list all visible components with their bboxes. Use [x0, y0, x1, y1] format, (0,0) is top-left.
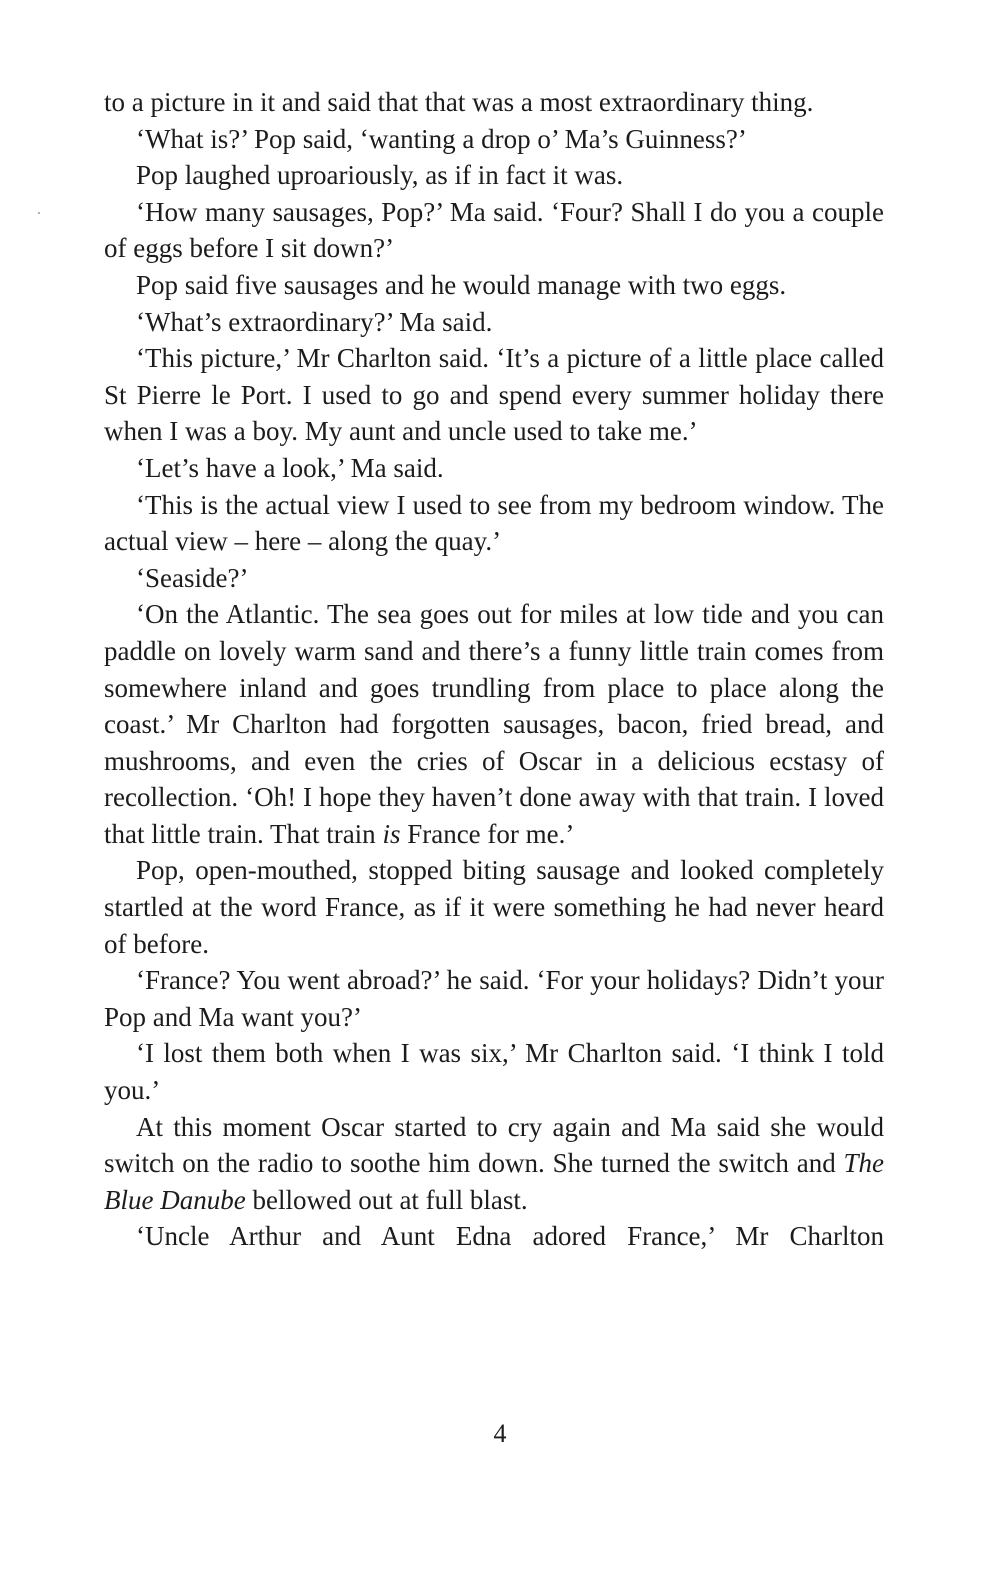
paragraph [104, 1218, 884, 1255]
paragraph-text: At this moment Oscar started to cry again and Ma said she would switch on the radio to soothe him down. She turned the switch and [104, 1111, 884, 1179]
paragraph [104, 304, 884, 341]
paragraph-text: France for me.’ [400, 818, 575, 849]
paragraph-text: ‘This picture,’ Mr Charlton said. ‘It’s a picture of a little place called St Pierre le Port. I used to go and spend every summer holiday there when I was a boy. My aunt and uncle used to take me.’ [104, 343, 884, 447]
paragraph-text: Pop said five sausages and he would manage with two eggs. [136, 269, 787, 300]
paragraph [104, 1035, 884, 1108]
paragraph [104, 121, 884, 158]
paper-speck [38, 212, 40, 214]
paragraph-text: ‘What is?’ Pop said, ‘wanting a drop o’ Ma’s Guinness?’ [136, 123, 747, 154]
paragraph-text: ‘France? You went abroad?’ he said. ‘For your holidays? Didn’t your Pop and Ma want you?’ [104, 965, 884, 1032]
paragraph [104, 487, 884, 560]
paragraph-text: ‘On the Atlantic. The sea goes out for miles at low tide and you can paddle on lovely warm sand and there’s a funny little train comes from somewhere inland and goes trundling from place to place along the coast.’ Mr Charlton had forgotten sausages, bacon, fried bread, and mushrooms, and even the cries of Oscar in a delicious ecstasy of recollection. ‘Oh! I hope they haven’t done away with that train. I loved that little train. That train [104, 599, 884, 849]
paragraph [104, 852, 884, 962]
paragraph [104, 450, 884, 487]
paragraph [104, 1109, 884, 1219]
page-number: 4 [493, 1419, 507, 1448]
paragraph-text: ‘This is the actual view I used to see from my bedroom window. The actual view – here – along the quay.’ [104, 489, 884, 557]
paragraph-text: Pop laughed uproariously, as if in fact it was. [136, 160, 624, 191]
paragraph [104, 194, 884, 267]
paragraph [104, 560, 884, 597]
italic-emphasis: is [382, 818, 401, 849]
italic-title: The Blue Danube [104, 1148, 884, 1215]
paragraph-text: ‘Uncle Arthur and Aunt Edna adored France,’ Mr Charlton [136, 1221, 884, 1252]
paragraph [104, 267, 884, 304]
paragraph [104, 596, 884, 852]
paragraph-text: Pop, open-mouthed, stopped biting sausage and looked completely startled at the word France, as if it were something he had never heard of before. [104, 855, 884, 959]
paragraph-text: ‘I lost them both when I was six,’ Mr Charlton said. ‘I think I told you.’ [104, 1038, 884, 1106]
paragraph-text: to a picture in it and said that that was a most extraordinary thing. [104, 87, 814, 117]
paragraph-text: ‘Seaside?’ [136, 562, 249, 593]
paragraph [104, 157, 884, 194]
body-text [104, 84, 884, 1255]
paragraph-text: ‘What’s extraordinary?’ Ma said. [136, 306, 493, 337]
paragraph [104, 84, 884, 121]
paragraph [104, 340, 884, 450]
paragraph [104, 962, 884, 1035]
paragraph-text: bellowed out at full blast. [245, 1184, 528, 1215]
paragraph-text: ‘How many sausages, Pop?’ Ma said. ‘Four? Shall I do you a couple of eggs before I sit down?’ [104, 196, 884, 264]
paragraph-text: ‘Let’s have a look,’ Ma said. [136, 452, 444, 483]
